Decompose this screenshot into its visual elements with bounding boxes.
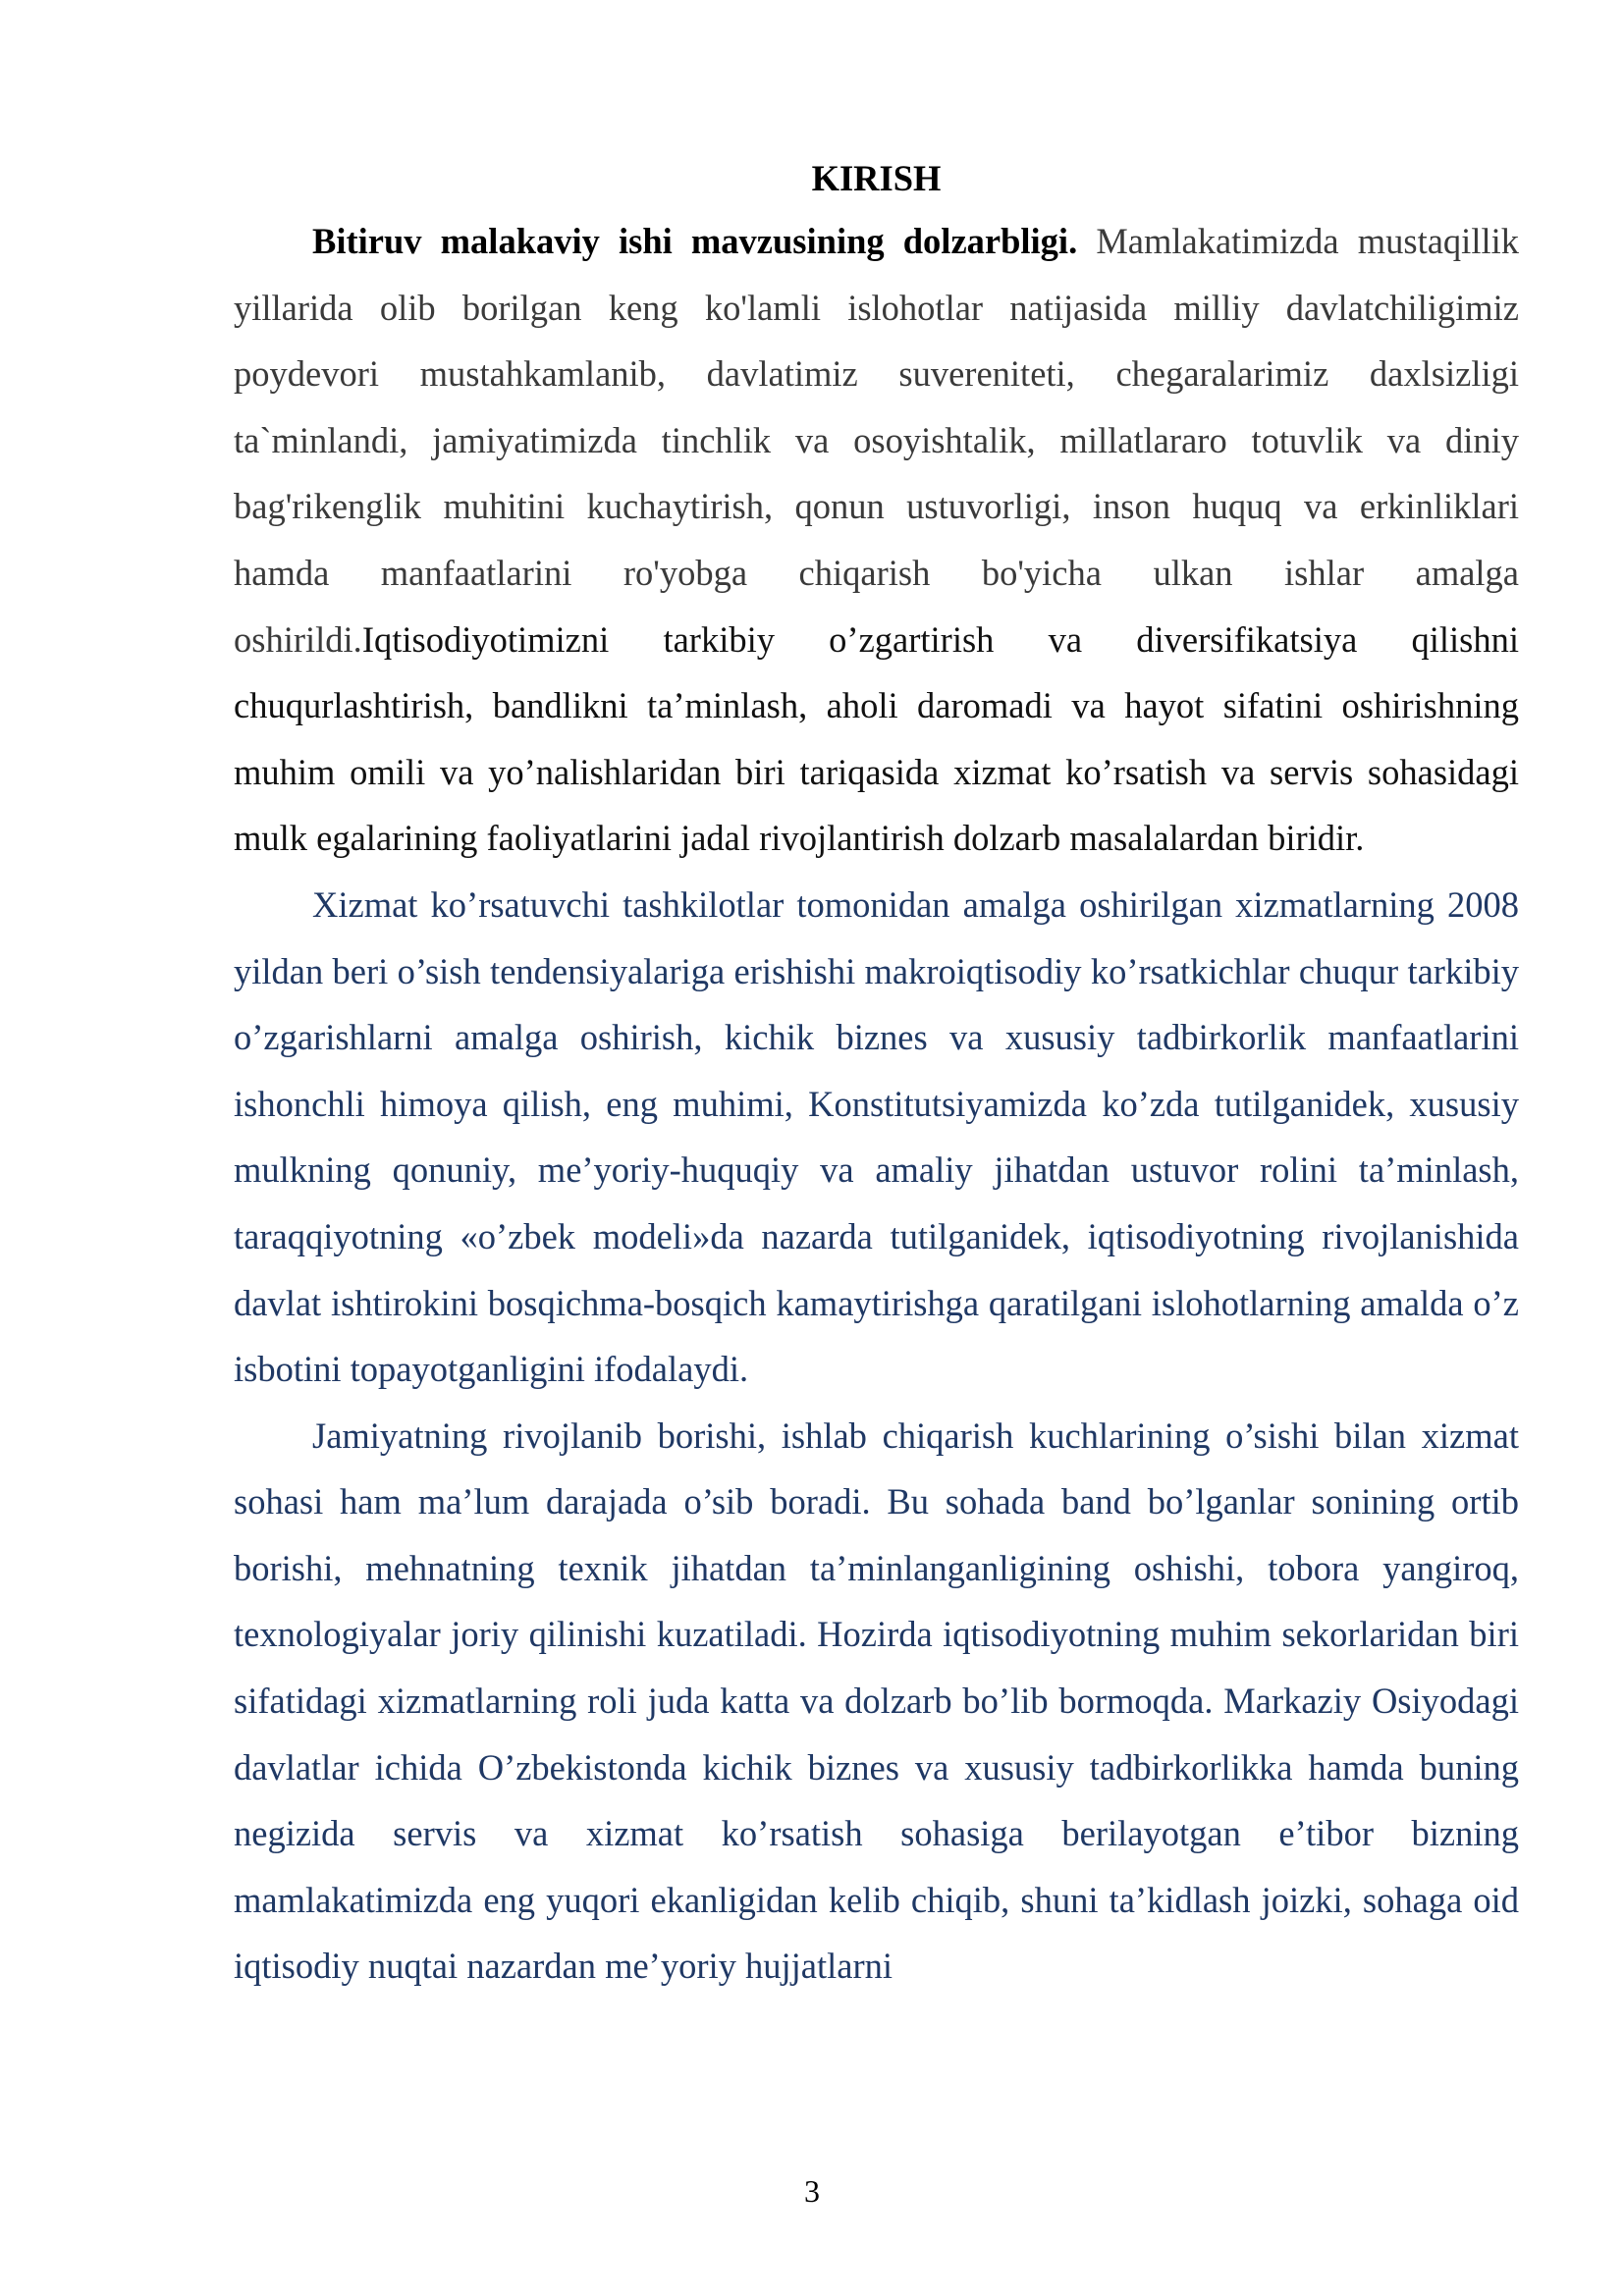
page-number: 3	[804, 2173, 820, 2209]
paragraph-relevance-text: Mamlakatimizda mustaqillik yillarida olib borilgan keng ko'lamli islohotlar natijasida milliy davlatchiligimiz poydevori mustahkamlanib, davlatimiz suvereniteti, chegaralarimiz daxlsizligi ta`minlandi, jamiyatimizda tinchlik va osoyishtalik, millatlararo totuvlik va diniy bag'rikenglik muhitini kuchaytirish, qonun ustuvorligi, inson huquq va erkinliklari hamda manfaatlarini ro'yobga chiqarish bo'yicha ulkan ishlar amalga oshirildi.	[234, 221, 1519, 660]
document-body	[234, 149, 1519, 2000]
paragraph-relevance-continuation: Iqtisodiyotimizni tarkibiy o’zgartirish va diversifikatsiya qilishni chuqurlashtirish, bandlikni ta’minlash, aholi daromadi va hayot sifatini oshirishning muhim omili va yo’nalishlaridan biri tariqasida xizmat ko’rsatish va servis sohasidagi mulk egalarining faoliyatlarini jadal rivojlantirish dolzarb masalalardan biridir.	[234, 618, 1519, 859]
paragraph-relevance	[234, 208, 1519, 872]
section-title: KIRISH	[811, 158, 942, 198]
paragraph-services-growth: Xizmat ko’rsatuvchi tashkilotlar tomonidan amalga oshirilgan xizmatlarning 2008 yildan beri o’sish tendensiyalariga erishishi makroiqtisodiy ko’rsatkichlar chuqur tarkibiy o’zgarishlarni amalga oshirish, kichik biznes va xususiy tadbirkorlik manfaatlarini ishonchli himoya qilish, eng muhimi, Konstitutsiyamizda ko’zda tutilganidek, xususiy mulkning qonuniy, me’yoriy-huquqiy va amaliy jihatdan ustuvor rolini ta’minlash, taraqqiyotning «o’zbek modeli»da nazarda tutilganidek, iqtisodiyotning rivojlanishida davlat ishtirokini bosqichma-bosqich kamaytirishga qaratilgani islohotlarning amalda o’z isbotini topayotganligini ifodalaydi.	[234, 883, 1519, 1390]
paragraph-lead: Bitiruv malakaviy ishi mavzusining dolzarbligi.	[312, 221, 1078, 261]
paragraph-society-development: Jamiyatning rivojlanib borishi, ishlab chiqarish kuchlarining o’sishi bilan xizmat sohasi ham ma’lum darajada o’sib boradi. Bu sohada band bo’lganlar sonining ortib borishi, mehnatning texnik jihatdan ta’minlanganligining oshishi, tobora yangiroq, texnologiyalar joriy qilinishi kuzatiladi. Hozirda iqtisodiyotning muhim sekorlaridan biri sifatidagi xizmatlarning roli juda katta va dolzarb bo’lib bormoqda. Markaziy Osiyodagi davlatlar ichida O’zbekistonda kichik biznes va xususiy tadbirkorlikka hamda buning negizida servis va xizmat ko’rsatish sohasiga berilayotgan e’tibor bizning mamlakatimizda eng yuqori ekanligidan kelib chiqib, shuni ta’kidlash joizki, sohaga oid iqtisodiy nuqtai nazardan me’yoriy hujjatlarni	[234, 1415, 1519, 1987]
